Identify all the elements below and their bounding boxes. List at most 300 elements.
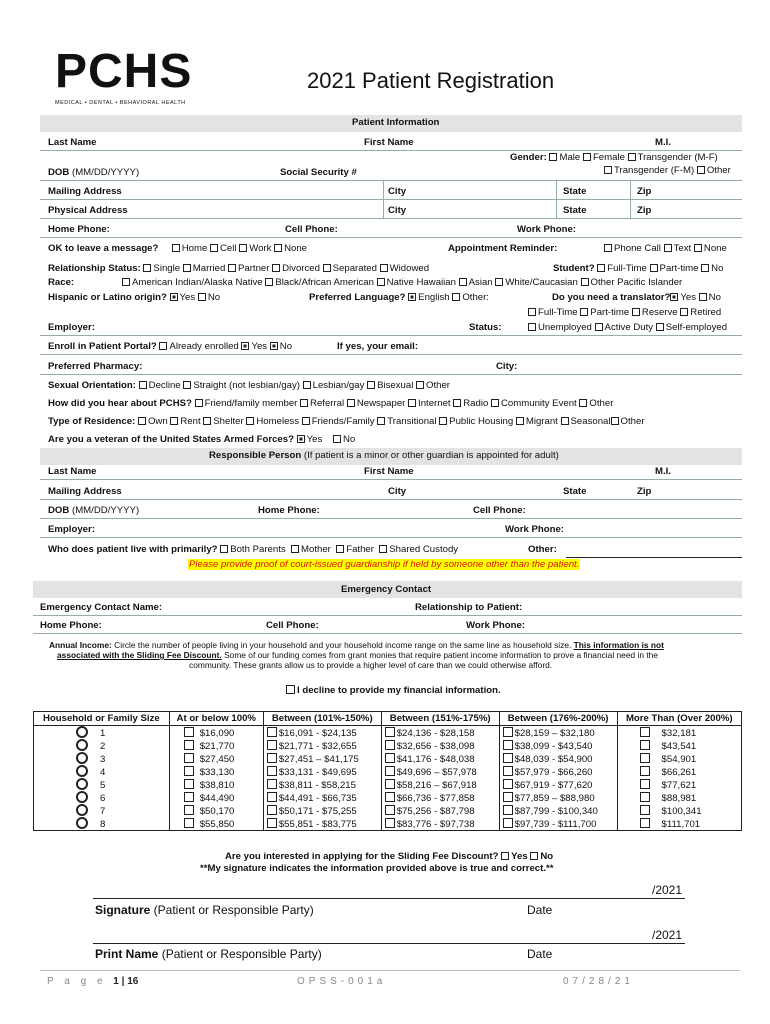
divider: [40, 180, 742, 181]
cell-value: 5: [100, 780, 106, 791]
opt-res: Shelter: [213, 416, 244, 427]
proof-text: Please provide proof of court-issued guardianship if held by someone other than the patient.: [189, 559, 580, 570]
patient-info-header: Patient Information: [352, 117, 440, 128]
portal-no-checkbox[interactable]: [270, 342, 278, 350]
zip-label: Zip: [637, 186, 652, 197]
race-white-checkbox[interactable]: [495, 278, 503, 286]
dob-label: [48, 167, 139, 179]
income-checkbox[interactable]: [640, 818, 650, 828]
partner-checkbox[interactable]: [228, 264, 236, 272]
dob-label-text: DOB: [48, 505, 70, 516]
divider: [40, 150, 742, 151]
opt-none: None: [284, 243, 308, 254]
opt-trans-mf: Transgender (M-F): [637, 152, 718, 163]
both-parents-checkbox[interactable]: [220, 545, 228, 553]
cell-value: $67,919 - $77,620: [514, 779, 593, 791]
income-checkbox[interactable]: [640, 766, 650, 776]
cell-value: $16,091 - $24,135: [278, 727, 357, 739]
income-checkbox[interactable]: [640, 740, 650, 750]
msg-cell-checkbox[interactable]: [210, 244, 218, 252]
so-decline-checkbox[interactable]: [139, 381, 147, 389]
income-checkbox[interactable]: [267, 766, 277, 776]
income-checkbox[interactable]: [503, 766, 513, 776]
income-checkbox[interactable]: [385, 740, 395, 750]
res-migrant-checkbox[interactable]: [516, 417, 524, 425]
shared-custody-checkbox[interactable]: [379, 545, 387, 553]
other-gender-checkbox[interactable]: [697, 166, 705, 174]
opt-res: Transitional: [387, 416, 437, 427]
rp-cell-phone-label: Cell Phone:: [473, 505, 526, 516]
res-public-checkbox[interactable]: [439, 417, 447, 425]
ssn-label: Social Security #: [280, 167, 357, 178]
lives-other-field[interactable]: [566, 557, 742, 558]
income-bold: This information is not: [573, 640, 664, 650]
res-own-checkbox[interactable]: [138, 417, 146, 425]
msg-none-checkbox[interactable]: [274, 244, 282, 252]
opt-married: Married: [192, 263, 226, 274]
table-header-cell: More Than (Over 200%): [617, 712, 741, 726]
cell-value: $66,736 - $77,858: [396, 792, 475, 804]
income-checkbox[interactable]: [385, 766, 395, 776]
income-checkbox[interactable]: [503, 805, 513, 815]
emp-self-checkbox[interactable]: [656, 323, 664, 331]
income-checkbox[interactable]: [640, 792, 650, 802]
res-friends-checkbox[interactable]: [302, 417, 310, 425]
income-checkbox[interactable]: [503, 792, 513, 802]
rp-mi-label: M.I.: [655, 466, 671, 477]
emp-reserve-checkbox[interactable]: [632, 308, 640, 316]
opt-hear: Community Event: [501, 398, 577, 409]
cell-value: 8: [100, 819, 106, 830]
sliding-yes-checkbox[interactable]: [501, 852, 509, 860]
email-label: If yes, your email:: [337, 341, 419, 352]
income-checkbox[interactable]: [503, 740, 513, 750]
opt-parttime: Part-time: [659, 263, 699, 274]
res-transitional-checkbox[interactable]: [377, 417, 385, 425]
income-checkbox[interactable]: [267, 792, 277, 802]
income-range-cell: [499, 752, 617, 765]
income-range-cell: [499, 726, 617, 740]
hear-internet-checkbox[interactable]: [408, 399, 416, 407]
work-phone-label: Work Phone:: [517, 224, 576, 235]
table-row: [34, 726, 742, 740]
em-work-label: Work Phone:: [466, 620, 525, 631]
married-checkbox[interactable]: [183, 264, 191, 272]
text-checkbox[interactable]: [664, 244, 672, 252]
lives-with-row: [48, 544, 458, 556]
emp-retired-checkbox[interactable]: [680, 308, 688, 316]
income-range-cell: [169, 739, 263, 752]
cell-value: $57,979 - $66,260: [514, 766, 593, 778]
opt-trans-fm: Transgender (F-M): [614, 165, 695, 176]
res-rent-checkbox[interactable]: [170, 417, 178, 425]
resp-title: Responsible Person: [209, 450, 302, 461]
table-row: [34, 817, 742, 831]
parttime-checkbox[interactable]: [650, 264, 658, 272]
income-checkbox[interactable]: [640, 805, 650, 815]
household-radio[interactable]: [76, 765, 88, 777]
opt-res: Public Housing: [449, 416, 514, 427]
divider: [40, 537, 742, 538]
ok-leave-label: OK to leave a message?: [48, 243, 159, 254]
income-line-2: [57, 650, 658, 660]
opt-hear: Newspaper: [356, 398, 406, 409]
table-header-cell: Between (151%-175%): [381, 712, 499, 726]
veteran-label: Are you a veteran of the United States Armed Forces?: [48, 434, 294, 445]
household-size-cell: [34, 778, 170, 791]
mi-label: M.I.: [655, 137, 671, 148]
msg-work-checkbox[interactable]: [239, 244, 247, 252]
opt-other: Other: [706, 165, 731, 176]
income-checkbox[interactable]: [503, 753, 513, 763]
household-radio[interactable]: [76, 726, 88, 738]
appt-reminder-label: Appointment Reminder:: [448, 243, 558, 254]
income-checkbox[interactable]: [184, 727, 194, 737]
separated-checkbox[interactable]: [323, 264, 331, 272]
pchs-logo: [55, 45, 193, 106]
cell-value: $38,810: [199, 779, 235, 791]
rp-dob-label: [48, 505, 139, 517]
dob-label-text: DOB: [48, 167, 70, 178]
opt-race: Black/African American: [275, 277, 374, 288]
income-range-cell: [263, 804, 381, 817]
cell-value: $88,981: [661, 792, 697, 804]
print-name-label: [95, 947, 322, 961]
cell-value: 4: [100, 767, 106, 778]
translator-yes-checkbox[interactable]: [670, 293, 678, 301]
employment-row-2: [528, 322, 727, 334]
emp-active-checkbox[interactable]: [595, 323, 603, 331]
cell-value: $44,490: [199, 792, 235, 804]
single-checkbox[interactable]: [143, 264, 151, 272]
income-checkbox[interactable]: [267, 779, 277, 789]
residence-row: [48, 416, 645, 428]
hear-event-checkbox[interactable]: [491, 399, 499, 407]
portal-label: Enroll in Patient Portal?: [48, 341, 157, 352]
res-other-checkbox[interactable]: [611, 417, 619, 425]
print-name-field[interactable]: [93, 943, 685, 944]
table-row: [34, 765, 742, 778]
appt-none-checkbox[interactable]: [694, 244, 702, 252]
household-size-cell: [34, 765, 170, 778]
income-checkbox[interactable]: [267, 753, 277, 763]
pharmacy-label: Preferred Pharmacy:: [48, 361, 143, 372]
hear-other-checkbox[interactable]: [579, 399, 587, 407]
res-homeless-checkbox[interactable]: [246, 417, 254, 425]
income-checkbox[interactable]: [385, 818, 395, 828]
opt-res: Own: [147, 416, 168, 427]
income-checkbox[interactable]: [385, 805, 395, 815]
opt-lives: Father: [346, 544, 374, 555]
household-radio[interactable]: [76, 791, 88, 803]
vsep: [383, 180, 384, 218]
rp-state-label: State: [563, 486, 587, 497]
divider: [40, 374, 742, 375]
table-row: [34, 804, 742, 817]
cell-value: $38,811 - $58,215: [278, 779, 356, 791]
cell-value: $49,696 – $57,978: [396, 766, 477, 778]
print-bold: Print Name: [95, 947, 159, 961]
income-range-cell: [263, 765, 381, 778]
veteran-no-checkbox[interactable]: [333, 435, 341, 443]
appt-options: [604, 243, 727, 255]
veteran-row: [48, 434, 355, 446]
income-checkbox[interactable]: [184, 766, 194, 776]
income-checkbox[interactable]: [503, 818, 513, 828]
hispanic-yes-checkbox[interactable]: [170, 293, 178, 301]
divider: [40, 218, 742, 219]
dob-format: (MM/DD/YYYY): [69, 167, 140, 178]
father-checkbox[interactable]: [336, 545, 344, 553]
hear-newspaper-checkbox[interactable]: [347, 399, 355, 407]
opt-no: No: [207, 292, 221, 303]
divorced-checkbox[interactable]: [272, 264, 280, 272]
income-range-cell: [381, 739, 499, 752]
opt-partner: Partner: [237, 263, 270, 274]
cell-value: $21,770: [199, 740, 235, 752]
opt-yes: Yes: [306, 434, 323, 445]
income-range-cell: [169, 817, 263, 831]
opt-single: Single: [153, 263, 181, 274]
rp-zip-label: Zip: [637, 486, 652, 497]
cell-value: $32,656 - $38,098: [396, 740, 475, 752]
income-checkbox[interactable]: [385, 753, 395, 763]
opt-emp: Retired: [690, 307, 722, 318]
household-radio[interactable]: [76, 739, 88, 751]
hear-radio-checkbox[interactable]: [453, 399, 461, 407]
table-row: [34, 791, 742, 804]
state-label: State: [563, 205, 587, 216]
income-range-cell: [381, 804, 499, 817]
male-checkbox[interactable]: [549, 153, 557, 161]
lives-other-label: Other:: [528, 544, 557, 555]
cell-value: $55,850: [199, 818, 235, 830]
footer-divider: [40, 970, 740, 971]
cell-value: $58,216 – $67,918: [396, 779, 477, 791]
em-name-label: Emergency Contact Name:: [40, 602, 163, 613]
em-cell-label: Cell Phone:: [266, 620, 319, 631]
opt-hear: Friend/family member: [204, 398, 298, 409]
income-range-cell: [263, 726, 381, 740]
cell-value: $27,451 – $41,175: [278, 753, 359, 765]
state-label: State: [563, 186, 587, 197]
emp-unemployed-checkbox[interactable]: [528, 323, 536, 331]
fulltime-checkbox[interactable]: [597, 264, 605, 272]
signature-note: **My signature indicates the information provided above is true and correct.**: [200, 863, 554, 874]
gender-row-2: [604, 165, 731, 177]
income-range-cell: [381, 778, 499, 791]
income-checkbox[interactable]: [385, 727, 395, 737]
divider: [40, 237, 742, 238]
cell-value: $97,739 - $111,700: [514, 818, 597, 830]
hear-friend-checkbox[interactable]: [195, 399, 203, 407]
cell-value: $16,090: [199, 727, 235, 739]
emp-parttime-checkbox[interactable]: [580, 308, 588, 316]
race-pi-checkbox[interactable]: [581, 278, 589, 286]
res-shelter-checkbox[interactable]: [203, 417, 211, 425]
race-ai-checkbox[interactable]: [122, 278, 130, 286]
hear-referral-checkbox[interactable]: [300, 399, 308, 407]
income-checkbox[interactable]: [385, 779, 395, 789]
income-line-1: [49, 640, 664, 650]
race-black-checkbox[interactable]: [265, 278, 273, 286]
transgender-mf-checkbox[interactable]: [628, 153, 636, 161]
opt-emp: Reserve: [641, 307, 678, 318]
cell-value: 1: [100, 728, 106, 739]
hispanic-row: [48, 292, 220, 304]
student-row: [553, 263, 723, 275]
income-checkbox[interactable]: [184, 779, 194, 789]
income-range-cell: [617, 778, 741, 791]
so-bisexual-checkbox[interactable]: [367, 381, 375, 389]
so-other-checkbox[interactable]: [416, 381, 424, 389]
income-checkbox[interactable]: [503, 779, 513, 789]
divider: [33, 615, 742, 616]
income-checkbox[interactable]: [640, 779, 650, 789]
divider: [40, 518, 742, 519]
household-radio[interactable]: [76, 804, 88, 816]
income-checkbox[interactable]: [640, 727, 650, 737]
income-range-cell: [169, 726, 263, 740]
income-checkbox[interactable]: [184, 753, 194, 763]
income-range-cell: [263, 739, 381, 752]
race-nh-checkbox[interactable]: [377, 278, 385, 286]
cell-value: $55,851 - $83,775: [278, 818, 357, 830]
logo-tagline: MEDICAL • DENTAL • BEHAVIORAL HEALTH: [55, 100, 186, 106]
translator-row: [552, 292, 721, 304]
logo-text: PCHS: [55, 45, 193, 98]
household-radio[interactable]: [76, 817, 88, 829]
portal-yes-checkbox[interactable]: [241, 342, 249, 350]
gender-row: [510, 152, 718, 164]
date-label: Date: [527, 947, 553, 961]
income-checkbox[interactable]: [184, 805, 194, 815]
rp-employer-label: Employer:: [48, 524, 95, 535]
zip-label: Zip: [637, 205, 652, 216]
lives-label: Who does patient live with primarily?: [48, 544, 218, 555]
translator-no-checkbox[interactable]: [699, 293, 707, 301]
hispanic-no-checkbox[interactable]: [198, 293, 206, 301]
income-range-cell: [617, 791, 741, 804]
opt-english: English: [418, 292, 450, 303]
vsep: [556, 180, 557, 218]
res-seasonal-checkbox[interactable]: [561, 417, 569, 425]
mother-checkbox[interactable]: [291, 545, 299, 553]
income-checkbox[interactable]: [184, 740, 194, 750]
household-size-cell: [34, 752, 170, 765]
cell-value: 2: [100, 741, 106, 752]
income-checkbox[interactable]: [267, 740, 277, 750]
opt-male: Male: [559, 152, 581, 163]
income-range-cell: [617, 752, 741, 765]
income-checkbox[interactable]: [503, 727, 513, 737]
portal-enrolled-checkbox[interactable]: [159, 342, 167, 350]
income-range-cell: [381, 765, 499, 778]
income-checkbox[interactable]: [267, 727, 277, 737]
opt-no: No: [711, 263, 724, 274]
residence-label: Type of Residence:: [48, 416, 136, 427]
income-text: Some of our funding comes from grant monies that require patient income information to prove a financial need in the: [221, 650, 658, 660]
ok-leave-row: [48, 243, 307, 255]
phone-call-checkbox[interactable]: [604, 244, 612, 252]
income-checkbox[interactable]: [184, 792, 194, 802]
female-checkbox[interactable]: [583, 153, 591, 161]
footer-date: 07/28/21: [563, 976, 634, 987]
divider: [40, 499, 742, 500]
city-label: City: [388, 186, 407, 197]
opt-so: Lesbian/gay: [312, 380, 365, 391]
decline-checkbox[interactable]: [286, 685, 295, 694]
language-row: [309, 292, 489, 304]
opt-no: No: [279, 341, 293, 352]
sig-bold: Signature: [95, 903, 151, 917]
emp-fulltime-checkbox[interactable]: [528, 308, 536, 316]
last-name-label: Last Name: [48, 137, 97, 148]
student-label: Student?: [553, 263, 595, 274]
race-asian-checkbox[interactable]: [459, 278, 467, 286]
income-checkbox[interactable]: [640, 753, 650, 763]
household-radio[interactable]: [76, 778, 88, 790]
veteran-yes-checkbox[interactable]: [297, 435, 305, 443]
widowed-checkbox[interactable]: [380, 264, 388, 272]
so-straight-checkbox[interactable]: [183, 381, 191, 389]
opt-divorced: Divorced: [282, 263, 320, 274]
cell-value: $32,181: [661, 727, 697, 739]
opt-race: White/Caucasian: [505, 277, 578, 288]
cell-value: $48,039 - $54,900: [514, 753, 593, 765]
lang-other-checkbox[interactable]: [452, 293, 460, 301]
opt-emp: Active Duty: [604, 322, 654, 333]
income-checkbox[interactable]: [184, 818, 194, 828]
household-radio[interactable]: [76, 752, 88, 764]
city-label: City: [388, 205, 407, 216]
opt-fulltime: Full-Time: [607, 263, 647, 274]
opt-emp: Self-employed: [665, 322, 728, 333]
msg-home-checkbox[interactable]: [172, 244, 180, 252]
opt-no: No: [540, 851, 554, 862]
income-range-cell: [499, 804, 617, 817]
english-checkbox[interactable]: [408, 293, 416, 301]
income-checkbox[interactable]: [385, 792, 395, 802]
opt-female: Female: [592, 152, 625, 163]
table-header-cell: Between (101%-150%): [263, 712, 381, 726]
cell-value: $21,771 - $32,655: [278, 740, 357, 752]
income-range-cell: [263, 752, 381, 765]
cell-value: $77,859 – $88,980: [514, 792, 595, 804]
income-checkbox[interactable]: [267, 818, 277, 828]
income-checkbox[interactable]: [267, 805, 277, 815]
cell-value: 6: [100, 793, 106, 804]
sliding-no-checkbox[interactable]: [530, 852, 538, 860]
so-lesbian-checkbox[interactable]: [303, 381, 311, 389]
status-label: Status:: [469, 322, 502, 333]
student-no-checkbox[interactable]: [701, 264, 709, 272]
language-label: Preferred Language?: [309, 292, 406, 303]
opt-res: Rent: [180, 416, 201, 427]
table-body: [34, 726, 742, 831]
print-rest: (Patient or Responsible Party): [158, 947, 322, 961]
transgender-fm-checkbox[interactable]: [604, 166, 612, 174]
signature-field[interactable]: [93, 898, 685, 899]
opt-home: Home: [181, 243, 208, 254]
opt-emp: Part-time: [590, 307, 630, 318]
cell-value: $111,701: [661, 818, 701, 830]
mailing-address-label: Mailing Address: [48, 186, 122, 197]
cell-value: $75,256 - $87,798: [396, 805, 475, 817]
opt-separated: Separated: [332, 263, 377, 274]
income-range-cell: [381, 791, 499, 804]
divider: [40, 479, 742, 480]
